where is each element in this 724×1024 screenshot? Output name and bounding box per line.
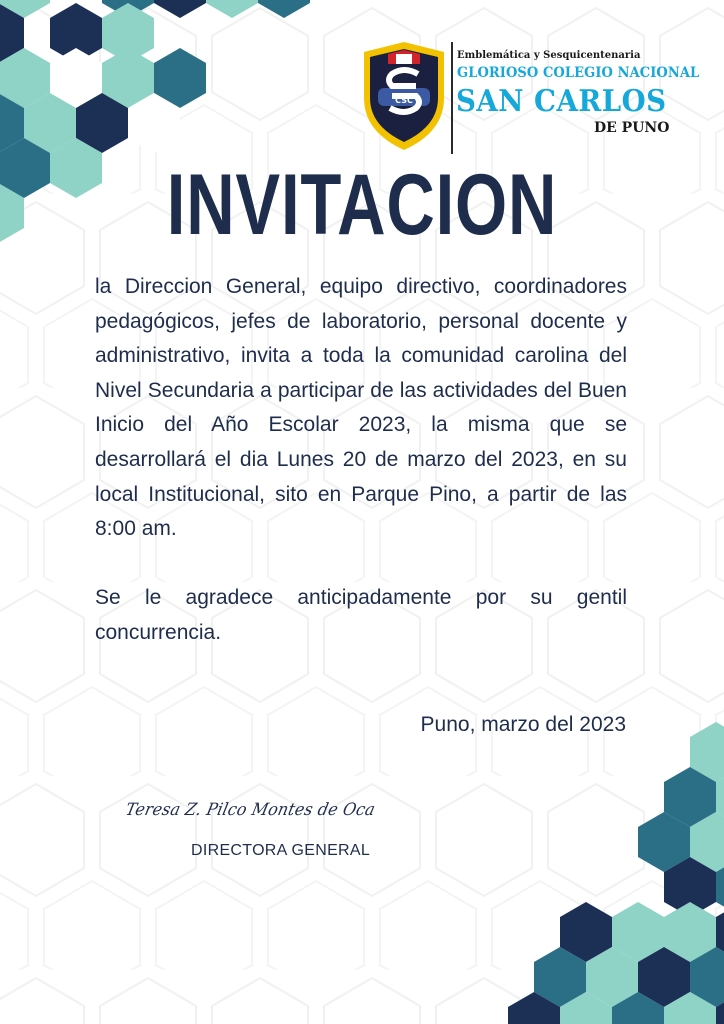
logo-line-1: GLORIOSO COLEGIO NACIONAL: [457, 65, 700, 81]
logo-subtitle: Emblemática y Sesquicentenaria: [457, 50, 641, 61]
logo-line-2: SAN CARLOS: [456, 84, 667, 119]
school-crest-icon: [360, 40, 448, 152]
handwritten-signature: Teresa Z. Pilco Montes de Oca: [123, 800, 377, 820]
invitation-paragraph-1: la Direccion General, equipo directivo, coordinadores pedagógicos, jefes de laboratorio, personal docente y administrativo, invita a toda la comunidad carolina del Nivel Secundaria a participar de las actividades del Buen Inicio del Año Escolar 2023, la misma que se desarrollará el dia Lunes 20 de marzo del 2023, en su local Institucional, sito en Parque Pino, a partir de las 8:00 am.: [95, 275, 627, 541]
crest-monogram: CSC: [395, 96, 413, 105]
signature-role: DIRECTORA GENERAL: [191, 842, 371, 859]
page-title: INVITACION: [166, 157, 558, 253]
invitation-body: [95, 270, 627, 651]
logo-divider: [451, 42, 453, 154]
logo-line-3: DE PUNO: [594, 120, 670, 136]
place-and-date: Puno, marzo del 2023: [420, 713, 626, 736]
school-logo: [360, 40, 700, 158]
invitation-paragraph-2: Se le agradece anticipadamente por su gentil concurrencia.: [95, 586, 627, 644]
